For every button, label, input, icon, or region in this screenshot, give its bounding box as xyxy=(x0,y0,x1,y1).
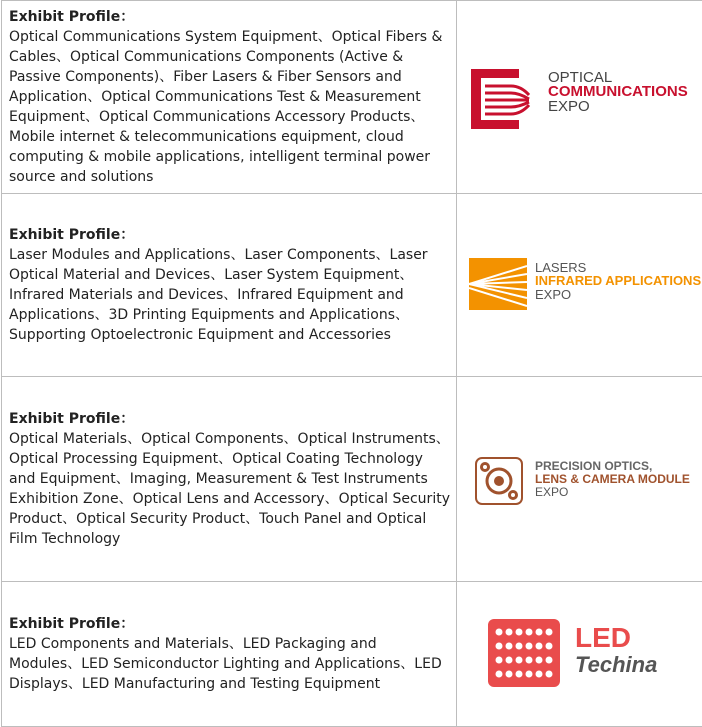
logo-line-2: Techina xyxy=(575,654,657,676)
profile-title: Exhibit Profile： xyxy=(9,7,452,27)
precision-optics-expo-logo xyxy=(457,383,702,575)
profile-title: Exhibit Profile： xyxy=(9,225,452,245)
table-row xyxy=(2,377,702,582)
logo-line-2: COMMUNICATIONS xyxy=(548,84,688,99)
profile-cell xyxy=(2,582,457,727)
logo-cell xyxy=(457,582,702,727)
profile-title: Exhibit Profile： xyxy=(9,409,452,429)
logo-line-3: EXPO xyxy=(535,486,568,498)
laser-beams-logo-icon xyxy=(469,258,527,310)
table-row xyxy=(2,1,702,194)
logo-line-1: LED xyxy=(575,624,631,652)
logo-line-1: OPTICAL xyxy=(548,70,612,85)
optical-communications-expo-logo xyxy=(457,13,702,181)
table-row xyxy=(2,582,702,727)
logo-line-2: INFRARED APPLICATIONS xyxy=(535,274,701,287)
logo-line-1: PRECISION OPTICS, xyxy=(535,460,652,472)
profile-cell xyxy=(2,377,457,582)
logo-line-3: EXPO xyxy=(535,288,571,301)
logo-cell xyxy=(457,194,702,377)
led-techina-logo xyxy=(457,588,702,720)
profile-cell xyxy=(2,194,457,377)
profile-body: Laser Modules and Applications、Laser Components、Laser Optical Material and Devices、Laser System Equipment、Infrared Materials and Devices、Infrared Equipment and Applications、3D Printing Equipments and Applications、Supporting Optoelectronic Equipment and Accessories xyxy=(9,245,452,345)
profile-body: Optical Communications System Equipment、Optical Fibers & Cables、Optical Communications Components (Active & Passive Components)、Fiber Lasers & Fiber Sensors and Application、Optical Communications Test & Measurement Equipment、Optical Communications Accessory Products、Mobile internet & telecommunications equipment, cloud computing & mobile applications, intelligent terminal power source and solutions xyxy=(9,27,452,187)
optical-fibers-logo-icon xyxy=(471,69,531,129)
profile-title: Exhibit Profile： xyxy=(9,614,452,634)
table-row xyxy=(2,194,702,377)
lasers-infrared-expo-logo xyxy=(457,200,702,370)
expo-table xyxy=(1,0,702,727)
led-dots-logo-icon xyxy=(487,618,561,688)
lens-logo-icon xyxy=(475,457,523,505)
logo-line-3: EXPO xyxy=(548,99,590,114)
logo-line-2: LENS & CAMERA MODULE xyxy=(535,473,690,485)
profile-body: Optical Materials、Optical Components、Optical Instruments、Optical Processing Equipment、Optical Coating Technology and Equipment、Imaging, Measurement & Test Instruments Exhibition Zone、Optical Lens and Accessory、Optical Security Product、Optical Security Product、Touch Panel and Optical Film Technology xyxy=(9,429,452,549)
logo-cell xyxy=(457,1,702,194)
profile-body: LED Components and Materials、LED Packaging and Modules、LED Semiconductor Lighting and Applications、LED Displays、LED Manufacturing and Testing Equipment xyxy=(9,634,452,694)
profile-cell xyxy=(2,1,457,194)
logo-line-1: LASERS xyxy=(535,261,586,274)
logo-cell xyxy=(457,377,702,582)
